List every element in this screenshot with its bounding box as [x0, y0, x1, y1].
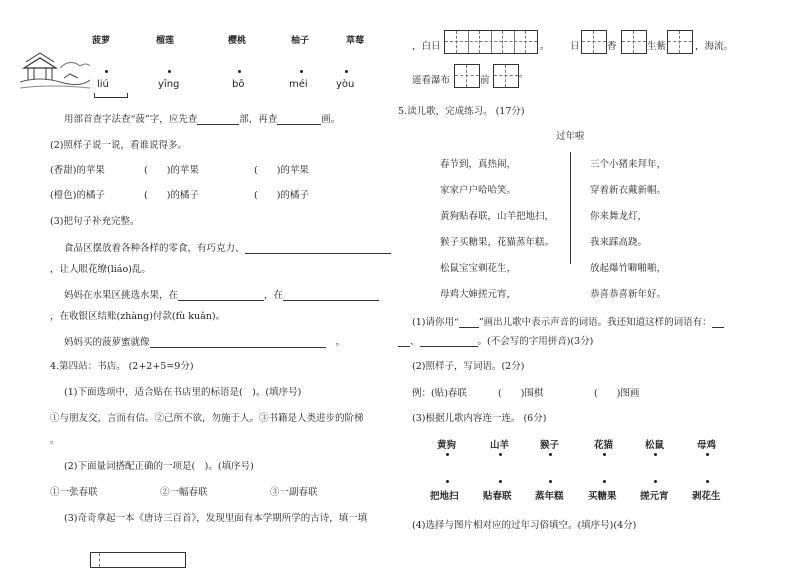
- underline-sample: [459, 317, 479, 328]
- question-5-1-end: 。(不会写的字用拼音)(3分): [477, 336, 594, 347]
- radical-question-end: 画。: [321, 114, 341, 125]
- match-dot: [238, 70, 241, 73]
- poem-line2-end: 。: [519, 69, 529, 80]
- answer-blank[interactable]: [150, 337, 326, 348]
- answer-blank[interactable]: [283, 290, 379, 301]
- action-6: 剥花生: [692, 491, 721, 502]
- action-5: 搓元宵: [640, 491, 669, 502]
- match-dot[interactable]: [603, 453, 606, 456]
- question-2: (2)照样子说一说，看谁说得多。: [50, 140, 187, 151]
- sentence-3: [64, 334, 345, 348]
- animal-5: 松鼠: [645, 440, 665, 451]
- poem-left-3: 黄狗贴春联，山羊把地扫，: [440, 211, 555, 222]
- match-dot: [300, 70, 303, 73]
- question-5: 5.读儿歌，完成练习。 (17分): [398, 106, 525, 117]
- fruit-label-4: 柚子: [291, 36, 310, 46]
- char-grid[interactable]: [493, 64, 519, 88]
- match-dot[interactable]: [706, 453, 709, 456]
- question-4: 4.第四站：书店。 (2+2+5=9分): [50, 361, 194, 372]
- phrase-1-3[interactable]: ( )的苹果: [254, 165, 309, 176]
- question-5-4: (4)选择与图片相对应的过年习俗填空。(填序号)(4分): [412, 520, 637, 531]
- poem-right-1: 三个小猪来拜年，: [590, 159, 667, 170]
- animal-3: 猴子: [540, 440, 560, 451]
- char-grid[interactable]: [621, 30, 647, 54]
- char-grid[interactable]: [581, 30, 607, 54]
- sentence-1: [64, 240, 391, 254]
- match-dot[interactable]: [446, 453, 449, 456]
- question-3: (3)把句子补充完整。: [50, 216, 140, 227]
- poem-left-4: 猴子买糖果，花猫蒸年糕。: [440, 237, 555, 248]
- sentence-2: [64, 287, 379, 301]
- pinyin-5: yòu: [336, 79, 355, 90]
- question-5-1-sep: 、: [410, 336, 420, 347]
- match-dot[interactable]: [603, 480, 606, 483]
- pinyin-3: bō: [232, 79, 245, 90]
- phrase-2-2[interactable]: ( )的橘子: [144, 190, 199, 201]
- option-1[interactable]: ①一张春联: [50, 487, 98, 498]
- sentence-3-end: 。: [335, 337, 346, 348]
- sentence-1-start: 食品区摆放着各种各样的零食，有巧克力、: [64, 243, 245, 254]
- fruit-label-1: 菠萝: [92, 36, 111, 46]
- poem-divider: [570, 152, 571, 264]
- radical-question-start: 用部首查字法查“菠”字，应先查: [64, 114, 198, 125]
- answer-blank[interactable]: [277, 114, 321, 125]
- match-dot[interactable]: [706, 480, 709, 483]
- poem-left-5: 松鼠宝宝剃花生，: [440, 263, 517, 274]
- poem-char-qian: 前: [480, 75, 490, 86]
- pinyin-4: méi: [289, 79, 308, 90]
- poem-right-6: 恭喜恭喜新年好。: [590, 289, 667, 300]
- animal-2: 山羊: [490, 440, 510, 451]
- poem-right-4: 我来踩高跷。: [590, 237, 648, 248]
- poem-char-ri: 日: [570, 41, 580, 52]
- answer-blank[interactable]: [420, 336, 478, 347]
- fruit-label-3: 樱桃: [228, 36, 247, 46]
- radical-question-mid: 部，再查: [239, 114, 278, 125]
- pinyin-1: liú: [97, 79, 109, 90]
- fruit-label-5: 草莓: [346, 36, 365, 46]
- char-grid[interactable]: [667, 30, 693, 54]
- match-dot[interactable]: [654, 453, 657, 456]
- question-5-1-start: (1)请你用“: [412, 317, 459, 328]
- poem-line2-start: 遥看瀑布: [412, 75, 451, 86]
- poem-punct: 。: [540, 41, 550, 52]
- question-4-1-end: 。: [50, 435, 60, 446]
- sentence-2-start: 妈妈在水果区挑选水果，在: [64, 290, 179, 301]
- answer-blank[interactable]: [245, 243, 391, 254]
- match-dot: [105, 70, 108, 73]
- pinyin-2: yīng: [158, 79, 180, 90]
- char-grid[interactable]: [454, 64, 480, 88]
- match-dot[interactable]: [549, 453, 552, 456]
- option-3[interactable]: ③一副春联: [270, 487, 318, 498]
- phrase-2-1: (橙色)的橘子: [50, 190, 105, 201]
- question-5-2: (2)照样子，写词语。(2分): [412, 361, 525, 372]
- question-5-3: (3)根据儿歌内容连一连。 (6分): [412, 413, 547, 424]
- match-dot[interactable]: [499, 480, 502, 483]
- pavilion-illustration: [20, 48, 90, 94]
- sentence-2-end: ，在收银区结账(zhàng)付款(fù kuǎn)。: [50, 311, 226, 322]
- poem-left-2: 家家户户哈哈笑。: [440, 185, 517, 196]
- answer-blank[interactable]: [398, 336, 410, 347]
- option-2[interactable]: ②一幅春联: [160, 487, 208, 498]
- action-1: 把地扫: [430, 491, 459, 502]
- sentence-2-mid: ，在: [264, 290, 284, 301]
- action-2: 贴春联: [483, 491, 512, 502]
- sentence-3-start: 妈妈买的菠萝蜜就像: [64, 337, 150, 348]
- action-3: 蒸年糕: [535, 491, 564, 502]
- poem-char-xiang: 香: [607, 41, 617, 52]
- match-dot[interactable]: [446, 480, 449, 483]
- question-4-3: (3)奇奇拿起一本《唐诗三百首》，发现里面有本学期所学的古诗，填一填: [64, 513, 368, 524]
- char-grid[interactable]: [444, 30, 538, 54]
- match-dot[interactable]: [654, 480, 657, 483]
- action-4: 买糖果: [588, 491, 617, 502]
- example-2[interactable]: ( )围棋: [498, 388, 544, 399]
- writing-box-bottom[interactable]: [90, 552, 186, 568]
- question-4-1-options: ①与朋友交，言而有信。②己所不欲，勿施于人。③书籍是人类进步的阶梯: [50, 413, 364, 424]
- phrase-2-3[interactable]: ( )的橘子: [254, 190, 309, 201]
- poem-char-shengzi: 生紫: [647, 41, 667, 52]
- answer-blank[interactable]: [178, 290, 264, 301]
- match-dot[interactable]: [549, 480, 552, 483]
- poem-title: 过年啦: [556, 131, 585, 142]
- poem-right-2: 穿着新衣戴新帽。: [590, 185, 667, 196]
- fruit-label-2: 榴莲: [156, 36, 175, 46]
- answer-blank[interactable]: [197, 114, 239, 125]
- poem-left-1: 春节到，真热闹，: [440, 159, 517, 170]
- question-5-1: [412, 314, 724, 328]
- radical-question: [64, 111, 340, 125]
- poem-right-5: 放起爆竹噼啪啪，: [590, 263, 667, 274]
- sentence-1-end: ，让人眼花缭(liáo)乱。: [50, 264, 151, 275]
- poem-left-6: 母鸡大婶搓元宵，: [440, 289, 517, 300]
- question-4-1: (1)下面选项中，适合贴在书店里的标语是( )。(填序号): [64, 387, 302, 398]
- poem-right-3: 你来舞龙灯，: [590, 211, 648, 222]
- question-5-1-line2: [398, 333, 593, 347]
- example-3[interactable]: ( )图画: [594, 388, 640, 399]
- animal-1: 黄狗: [437, 440, 457, 451]
- question-4-2: (2)下面量词搭配正确的一项是( )。(填序号): [64, 461, 254, 472]
- example-1: 例：(贴)春联: [412, 388, 467, 399]
- answer-blank[interactable]: [712, 317, 724, 328]
- animal-4: 花猫: [594, 440, 614, 451]
- match-dot: [345, 70, 348, 73]
- match-dot: [168, 70, 171, 73]
- poem-line-start: ，白日: [412, 41, 441, 52]
- phrase-1-2[interactable]: ( )的苹果: [144, 165, 199, 176]
- animal-6: 母鸡: [697, 440, 717, 451]
- match-dot[interactable]: [499, 453, 502, 456]
- phrase-1-1: (香甜)的苹果: [50, 165, 105, 176]
- question-5-1-mid: ”画出儿歌中表示声音的词语。我还知道这样的词语有：: [478, 317, 712, 328]
- pinyin-underline: [94, 93, 128, 98]
- poem-line-end: ，海流。: [695, 41, 734, 52]
